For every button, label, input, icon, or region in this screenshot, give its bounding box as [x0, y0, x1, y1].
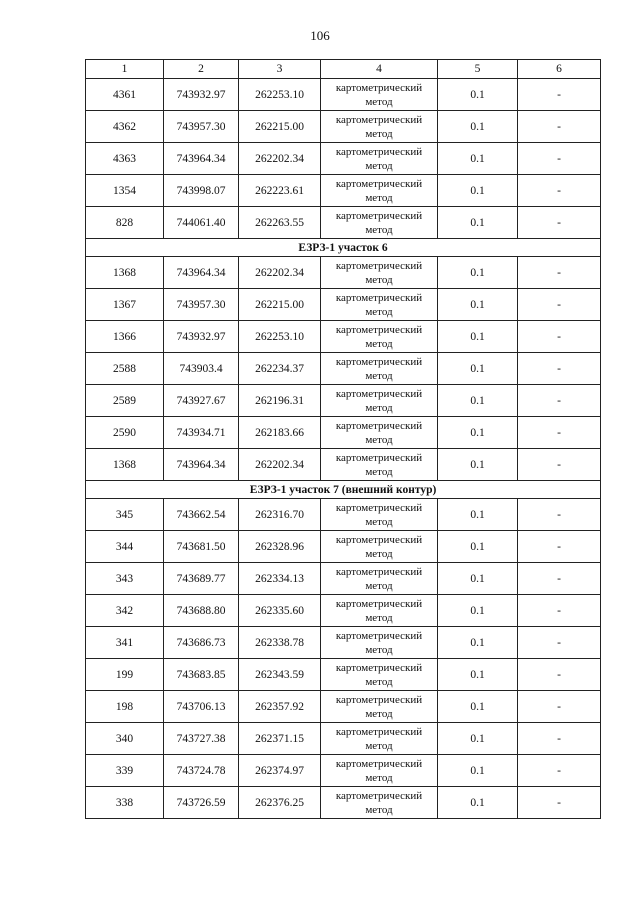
note-cell: -: [518, 175, 601, 207]
y-coordinate-cell: 262357.92: [239, 691, 321, 723]
point-number-cell: 1354: [86, 175, 164, 207]
method-cell: картометрический метод: [321, 353, 438, 385]
note-cell: -: [518, 563, 601, 595]
point-number-cell: 2589: [86, 385, 164, 417]
note-cell: -: [518, 321, 601, 353]
y-coordinate-cell: 262338.78: [239, 627, 321, 659]
y-coordinate-cell: 262202.34: [239, 449, 321, 481]
x-coordinate-cell: 743681.50: [164, 531, 239, 563]
method-cell: картометрический метод: [321, 531, 438, 563]
x-coordinate-cell: 743724.78: [164, 755, 239, 787]
method-cell: картометрический метод: [321, 143, 438, 175]
x-coordinate-cell: 743957.30: [164, 289, 239, 321]
method-cell: картометрический метод: [321, 499, 438, 531]
table-row: [86, 723, 601, 755]
method-cell: картометрический метод: [321, 595, 438, 627]
y-coordinate-cell: 262234.37: [239, 353, 321, 385]
point-number-cell: 340: [86, 723, 164, 755]
accuracy-cell: 0.1: [438, 787, 518, 819]
accuracy-cell: 0.1: [438, 143, 518, 175]
note-cell: -: [518, 111, 601, 143]
table-row: [86, 289, 601, 321]
point-number-cell: 343: [86, 563, 164, 595]
accuracy-cell: 0.1: [438, 691, 518, 723]
accuracy-cell: 0.1: [438, 385, 518, 417]
point-number-cell: 341: [86, 627, 164, 659]
y-coordinate-cell: 262263.55: [239, 207, 321, 239]
section-title: ЕЗРЗ-1 участок 7 (внешний контур): [86, 481, 601, 499]
y-coordinate-cell: 262196.31: [239, 385, 321, 417]
accuracy-cell: 0.1: [438, 627, 518, 659]
method-cell: картометрический метод: [321, 691, 438, 723]
y-coordinate-cell: 262183.66: [239, 417, 321, 449]
point-number-cell: 2588: [86, 353, 164, 385]
y-coordinate-cell: 262374.97: [239, 755, 321, 787]
x-coordinate-cell: 743686.73: [164, 627, 239, 659]
page-number: 106: [310, 28, 330, 43]
accuracy-cell: 0.1: [438, 417, 518, 449]
note-cell: -: [518, 531, 601, 563]
note-cell: -: [518, 289, 601, 321]
x-coordinate-cell: 744061.40: [164, 207, 239, 239]
table-row: [86, 353, 601, 385]
note-cell: -: [518, 385, 601, 417]
note-cell: -: [518, 417, 601, 449]
accuracy-cell: 0.1: [438, 175, 518, 207]
section-title-row: [86, 239, 601, 257]
accuracy-cell: 0.1: [438, 755, 518, 787]
point-number-cell: 1366: [86, 321, 164, 353]
table-row: [86, 321, 601, 353]
y-coordinate-cell: 262223.61: [239, 175, 321, 207]
note-cell: -: [518, 207, 601, 239]
table-row: [86, 563, 601, 595]
point-number-cell: 345: [86, 499, 164, 531]
note-cell: -: [518, 79, 601, 111]
method-cell: картометрический метод: [321, 449, 438, 481]
note-cell: -: [518, 723, 601, 755]
x-coordinate-cell: 743689.77: [164, 563, 239, 595]
y-coordinate-cell: 262376.25: [239, 787, 321, 819]
table-row: [86, 691, 601, 723]
x-coordinate-cell: 743706.13: [164, 691, 239, 723]
table-row: [86, 449, 601, 481]
method-cell: картометрический метод: [321, 659, 438, 691]
accuracy-cell: 0.1: [438, 595, 518, 627]
accuracy-cell: 0.1: [438, 449, 518, 481]
point-number-cell: 344: [86, 531, 164, 563]
note-cell: -: [518, 143, 601, 175]
table-row: [86, 207, 601, 239]
note-cell: -: [518, 257, 601, 289]
x-coordinate-cell: 743726.59: [164, 787, 239, 819]
column-header: 3: [239, 60, 321, 79]
x-coordinate-cell: 743934.71: [164, 417, 239, 449]
y-coordinate-cell: 262215.00: [239, 289, 321, 321]
point-number-cell: 4363: [86, 143, 164, 175]
section-title: ЕЗРЗ-1 участок 6: [86, 239, 601, 257]
accuracy-cell: 0.1: [438, 353, 518, 385]
note-cell: -: [518, 627, 601, 659]
method-cell: картометрический метод: [321, 257, 438, 289]
x-coordinate-cell: 743998.07: [164, 175, 239, 207]
point-number-cell: 199: [86, 659, 164, 691]
method-cell: картометрический метод: [321, 79, 438, 111]
method-cell: картометрический метод: [321, 111, 438, 143]
method-cell: картометрический метод: [321, 723, 438, 755]
accuracy-cell: 0.1: [438, 111, 518, 143]
point-number-cell: 2590: [86, 417, 164, 449]
x-coordinate-cell: 743964.34: [164, 257, 239, 289]
table-row: [86, 79, 601, 111]
note-cell: -: [518, 499, 601, 531]
x-coordinate-cell: 743683.85: [164, 659, 239, 691]
table-body: [86, 79, 601, 819]
point-number-cell: 342: [86, 595, 164, 627]
method-cell: картометрический метод: [321, 563, 438, 595]
y-coordinate-cell: 262253.10: [239, 79, 321, 111]
coordinates-table: [85, 59, 601, 819]
point-number-cell: 1367: [86, 289, 164, 321]
accuracy-cell: 0.1: [438, 289, 518, 321]
y-coordinate-cell: 262335.60: [239, 595, 321, 627]
point-number-cell: 198: [86, 691, 164, 723]
y-coordinate-cell: 262371.15: [239, 723, 321, 755]
table-row: [86, 659, 601, 691]
point-number-cell: 828: [86, 207, 164, 239]
table-row: [86, 417, 601, 449]
x-coordinate-cell: 743727.38: [164, 723, 239, 755]
note-cell: -: [518, 595, 601, 627]
method-cell: картометрический метод: [321, 417, 438, 449]
x-coordinate-cell: 743932.97: [164, 79, 239, 111]
y-coordinate-cell: 262334.13: [239, 563, 321, 595]
accuracy-cell: 0.1: [438, 79, 518, 111]
table-row: [86, 111, 601, 143]
point-number-cell: 338: [86, 787, 164, 819]
x-coordinate-cell: 743662.54: [164, 499, 239, 531]
section-title-row: [86, 481, 601, 499]
accuracy-cell: 0.1: [438, 563, 518, 595]
note-cell: -: [518, 691, 601, 723]
method-cell: картометрический метод: [321, 207, 438, 239]
column-header: 2: [164, 60, 239, 79]
x-coordinate-cell: 743927.67: [164, 385, 239, 417]
table-row: [86, 257, 601, 289]
method-cell: картометрический метод: [321, 321, 438, 353]
method-cell: картометрический метод: [321, 289, 438, 321]
column-header: 4: [321, 60, 438, 79]
x-coordinate-cell: 743688.80: [164, 595, 239, 627]
note-cell: -: [518, 659, 601, 691]
table-row: [86, 499, 601, 531]
point-number-cell: 1368: [86, 257, 164, 289]
table-row: [86, 787, 601, 819]
accuracy-cell: 0.1: [438, 723, 518, 755]
point-number-cell: 4362: [86, 111, 164, 143]
x-coordinate-cell: 743903.4: [164, 353, 239, 385]
accuracy-cell: 0.1: [438, 659, 518, 691]
column-header: 6: [518, 60, 601, 79]
note-cell: -: [518, 449, 601, 481]
x-coordinate-cell: 743957.30: [164, 111, 239, 143]
point-number-cell: 4361: [86, 79, 164, 111]
accuracy-cell: 0.1: [438, 531, 518, 563]
note-cell: -: [518, 755, 601, 787]
point-number-cell: 339: [86, 755, 164, 787]
y-coordinate-cell: 262202.34: [239, 143, 321, 175]
accuracy-cell: 0.1: [438, 257, 518, 289]
x-coordinate-cell: 743932.97: [164, 321, 239, 353]
table-row: [86, 595, 601, 627]
x-coordinate-cell: 743964.34: [164, 449, 239, 481]
note-cell: -: [518, 787, 601, 819]
table-row: [86, 143, 601, 175]
table-row: [86, 755, 601, 787]
accuracy-cell: 0.1: [438, 207, 518, 239]
method-cell: картометрический метод: [321, 755, 438, 787]
x-coordinate-cell: 743964.34: [164, 143, 239, 175]
y-coordinate-cell: 262253.10: [239, 321, 321, 353]
y-coordinate-cell: 262316.70: [239, 499, 321, 531]
method-cell: картометрический метод: [321, 175, 438, 207]
method-cell: картометрический метод: [321, 385, 438, 417]
method-cell: картометрический метод: [321, 627, 438, 659]
method-cell: картометрический метод: [321, 787, 438, 819]
table-row: [86, 175, 601, 207]
y-coordinate-cell: 262202.34: [239, 257, 321, 289]
table-row: [86, 531, 601, 563]
column-number-row: [86, 60, 601, 79]
y-coordinate-cell: 262343.59: [239, 659, 321, 691]
column-header: 1: [86, 60, 164, 79]
table-row: [86, 627, 601, 659]
point-number-cell: 1368: [86, 449, 164, 481]
column-header: 5: [438, 60, 518, 79]
table-row: [86, 385, 601, 417]
accuracy-cell: 0.1: [438, 321, 518, 353]
y-coordinate-cell: 262328.96: [239, 531, 321, 563]
note-cell: -: [518, 353, 601, 385]
y-coordinate-cell: 262215.00: [239, 111, 321, 143]
accuracy-cell: 0.1: [438, 499, 518, 531]
